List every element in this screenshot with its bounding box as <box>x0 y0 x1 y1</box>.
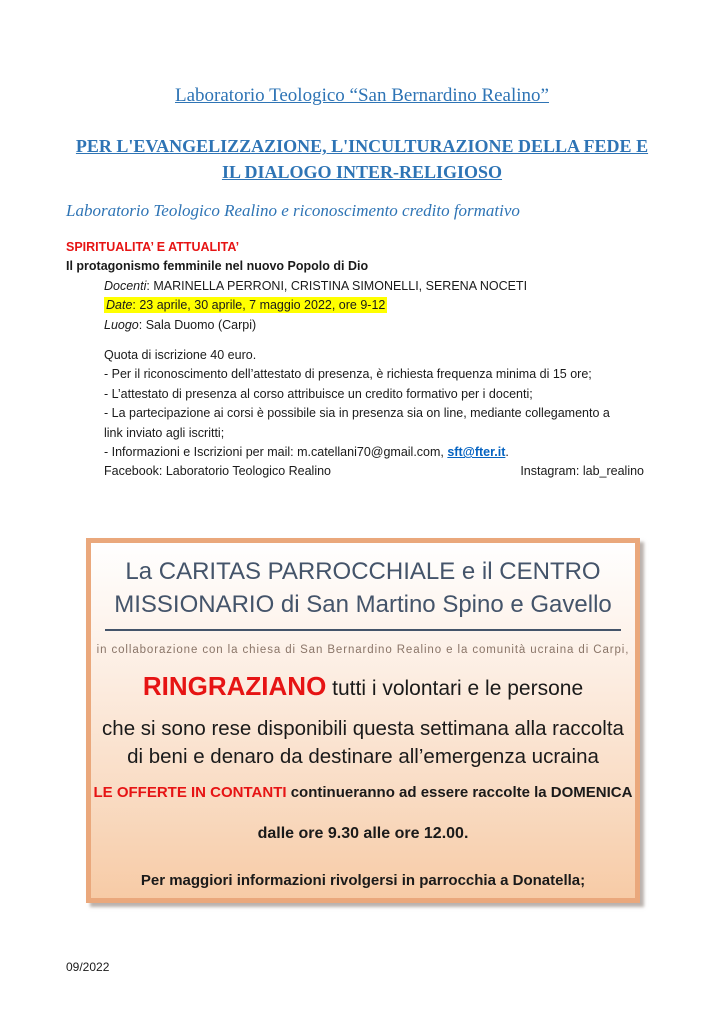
date-label: Date <box>106 298 133 313</box>
docenti-label: Docenti <box>104 278 147 293</box>
mail-line-suffix: . <box>505 445 509 460</box>
offers-line <box>91 784 635 801</box>
title-divider <box>105 629 621 631</box>
note-line: - L’attestato di presenza al corso attribuisce un credito formativo per i docenti; <box>104 386 533 401</box>
mail-line <box>104 443 724 462</box>
luogo-label: Luogo <box>104 317 139 332</box>
docenti-line <box>104 277 724 296</box>
box-body-line-2: di beni e denaro da destinare all’emergenza ucraina <box>127 745 599 768</box>
course-section <box>66 238 724 482</box>
page-subtitle <box>0 133 724 185</box>
info-line: Per maggiori informazioni rivolgersi in parrocchia a Donatella; <box>140 872 586 889</box>
fee-line: Quota di iscrizione 40 euro. <box>104 348 257 363</box>
offers-rest: continueranno ad essere raccolte la DOMENICA <box>286 784 633 801</box>
caritas-box-title <box>91 555 635 621</box>
subtitle-line-2: IL DIALOGO INTER-RELIGIOSO <box>221 162 503 182</box>
ringraziano-text: RINGRAZIANO <box>142 671 327 701</box>
social-line <box>104 462 644 481</box>
subtitle-line-1: PER L'EVANGELIZZAZIONE, L'INCULTURAZIONE DELLA FEDE E <box>75 136 649 156</box>
section-heading: SPIRITUALITA’ E ATTUALITA’ <box>66 240 240 254</box>
caritas-announcement-box <box>86 538 640 903</box>
hours-line: dalle ore 9.30 alle ore 12.00. <box>257 825 469 842</box>
mail-line-prefix: - Informazioni e Iscrizioni per mail: m.catellani70@gmail.com, <box>104 445 448 460</box>
luogo-value: : Sala Duomo (Carpi) <box>138 317 257 332</box>
note-line: - La partecipazione ai corsi è possibile sia in presenza sia on line, mediante collegamento a <box>104 406 610 421</box>
thanks-rest: tutti i volontari e le persone <box>326 677 584 700</box>
course-title: Il protagonismo femminile nel nuovo Popolo di Dio <box>66 259 369 274</box>
facebook-label: Facebook: Laboratorio Teologico Realino <box>104 464 332 479</box>
page-title: Laboratorio Teologico “San Bernardino Realino” <box>175 85 549 106</box>
course-details <box>104 277 724 482</box>
caritas-title-line-2: MISSIONARIO di San Martino Spino e Gavello <box>114 591 612 618</box>
date-line <box>104 296 724 315</box>
date-highlight <box>104 297 387 313</box>
thanks-line <box>91 670 635 705</box>
instagram-label: Instagram: lab_realino <box>520 464 644 479</box>
page-footer: 09/2022 <box>66 960 110 974</box>
offers-highlight: LE OFFERTE IN CONTANTI <box>93 784 287 801</box>
note-line: link inviato agli iscritti; <box>104 425 225 440</box>
note-line: - Per il riconoscimento dell’attestato di presenza, è richiesta frequenza minima di 15 ore; <box>104 367 592 382</box>
docenti-value: : MARINELLA PERRONI, CRISTINA SIMONELLI, SERENA NOCETI <box>146 278 528 293</box>
box-body-line-1: che si sono rese disponibili questa settimana alla raccolta <box>102 717 624 740</box>
caritas-title-line-1: La CARITAS PARROCCHIALE e il CENTRO <box>125 558 601 585</box>
luogo-line <box>104 316 724 335</box>
credit-tagline: Laboratorio Teologico Realino e riconoscimento credito formativo <box>66 201 520 220</box>
date-value: : 23 aprile, 30 aprile, 7 maggio 2022, ore 9-12 <box>132 298 386 313</box>
collaboration-line: in collaborazione con la chiesa di San Bernardino Realino e la comunità ucraina di Carpi, <box>96 644 630 656</box>
mail-link[interactable]: sft@fter.it <box>447 445 506 460</box>
